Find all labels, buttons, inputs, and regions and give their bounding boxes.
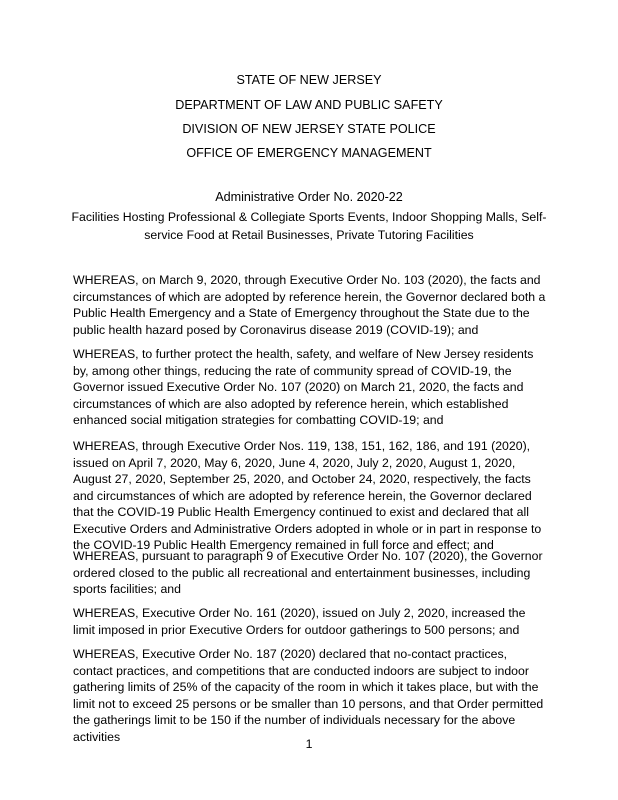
whereas-paragraph-4: WHEREAS, pursuant to paragraph 9 of Executive Order No. 107 (2020), the Governor ordered closed to the public all recreational and entertainment businesses, including sports facilities; and — [73, 549, 543, 596]
whereas-paragraph-2: WHEREAS, to further protect the health, safety, and welfare of New Jersey residents by, among other things, reducing the rate of community spread of COVID-19, the Governor issued Executive Order No. 107 (2020) on March 21, 2020, the facts and circumstances of which are also adopted by reference herein, which established enhanced social mitigation strategies for combatting COVID-19; and — [73, 347, 534, 427]
whereas-paragraph-6: WHEREAS, Executive Order No. 187 (2020) declared that no-contact practices, contact practices, and competitions that are conducted indoors are subject to indoor gathering limits of 25% of the capacity of the room in which it takes place, but with the limit not to exceed 25 persons or be smaller than 10 persons, and that Order permitted the gatherings limit to be 150 if the number of individuals necessary for the above activities — [73, 647, 544, 744]
whereas-paragraph-5: WHEREAS, Executive Order No. 161 (2020), issued on July 2, 2020, increased the limit imposed in prior Executive Orders for outdoor gatherings to 500 persons; and — [73, 606, 526, 637]
page-number: 1 — [305, 737, 313, 751]
order-subject: Facilities Hosting Professional & Collegiate Sports Events, Indoor Shopping Malls, Self-service Food at Retail Businesses, Private Tutoring Facilities — [71, 210, 547, 242]
department-heading: DEPARTMENT OF LAW AND PUBLIC SAFETY — [175, 98, 443, 112]
division-heading: DIVISION OF NEW JERSEY STATE POLICE — [182, 122, 436, 136]
order-number: Administrative Order No. 2020-22 — [215, 190, 403, 204]
whereas-paragraph-1: WHEREAS, on March 9, 2020, through Executive Order No. 103 (2020), the facts and circumstances of which are adopted by reference herein, the Governor declared both a Public Health Emergency and a State of Emergency throughout the State due to the public health hazard posed by Coronavirus disease 2019 (COVID-19); and — [73, 273, 546, 337]
whereas-paragraph-3: WHEREAS, through Executive Order Nos. 119, 138, 151, 162, 186, and 191 (2020), issued on April 7, 2020, May 6, 2020, June 4, 2020, July 2, 2020, August 1, 2020, August 27, 2020, September 25, 2020, and October 24, 2020, respectively, the facts and circumstances of which are adopted by reference herein, the Governor declared that the COVID-19 Public Health Emergency continued to exist and declared that all Executive Orders and Administrative Orders adopted in whole or in part in response to the COVID-19 Public Health Emergency remained in full force and effect; and — [73, 439, 542, 552]
state-heading: STATE OF NEW JERSEY — [236, 73, 382, 87]
office-heading: OFFICE OF EMERGENCY MANAGEMENT — [186, 146, 432, 160]
